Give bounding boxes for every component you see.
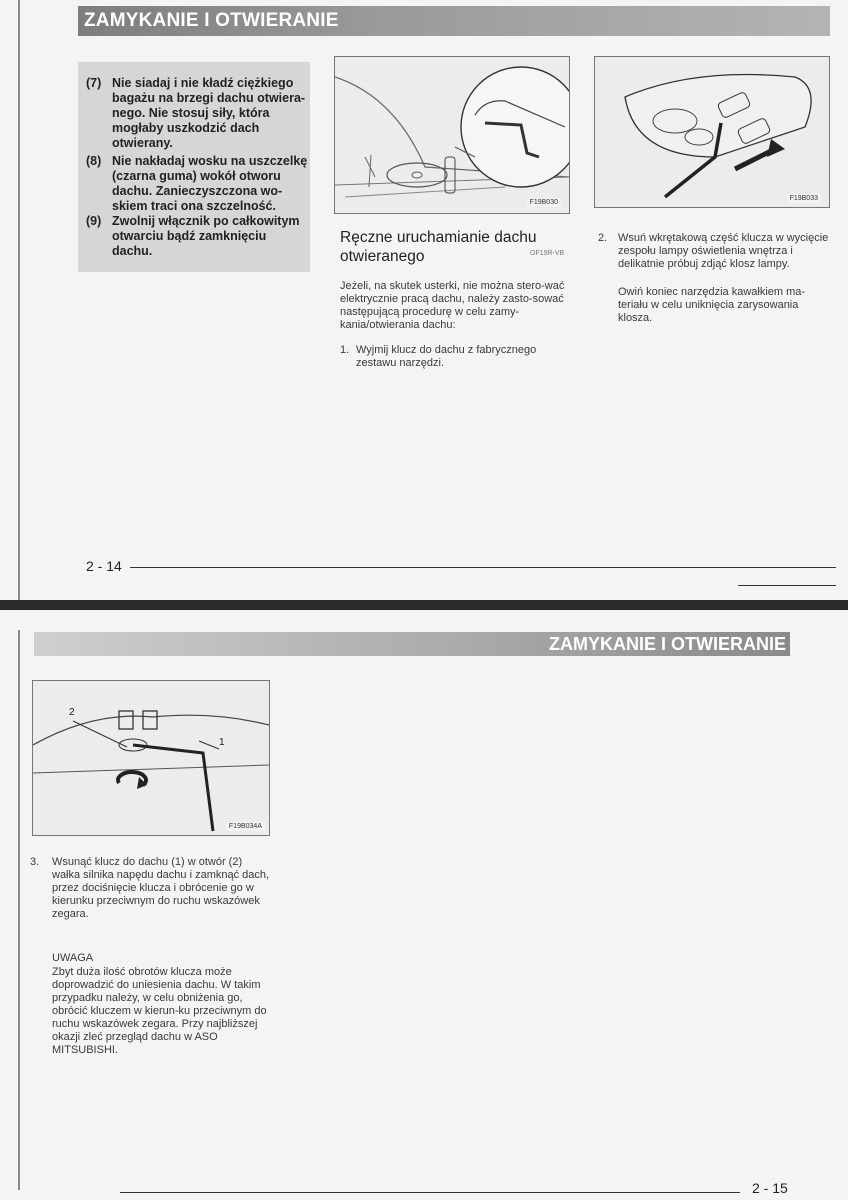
tool-kit-illustration <box>335 57 569 213</box>
page-divider <box>0 600 848 610</box>
section-title: Ręczne uruchamianie dachu otwieranego <box>340 229 537 265</box>
page-number: 2 - 14 <box>86 558 122 574</box>
note-text: Zbyt duża ilość obrotów klucza może doprowadzić do uniesienia dachu. W takim przypadku należy, w celu obniżenia go, obrócić kluczem w kierun-ku przeciwnym do ruchu wskazówek zegara. Przy najbliższej okazji zleć przegląd dachu w ASO MITSUBISHI. <box>52 966 267 1056</box>
footer-rule <box>130 567 836 568</box>
step-number: 3. <box>30 856 40 868</box>
figure-code: F19B034A <box>226 822 265 831</box>
banner-title: ZAMYKANIE I OTWIERANIE <box>84 10 339 31</box>
section-banner <box>34 632 790 656</box>
page-number: 2 - 15 <box>752 1180 788 1196</box>
banner-title: ZAMYKANIE I OTWIERANIE <box>549 634 786 654</box>
figure-lamp-cover <box>594 56 830 208</box>
footer-rule <box>120 1192 740 1193</box>
footer-rule-short <box>738 585 836 586</box>
step-3-text: Wsunąć klucz do dachu (1) w otwór (2) wałka silnika napędu dachu i zamknąć dach, przez dociśnięcie klucza i obrócenie go w kierunku przeciwnym do ruchu wskazówek zegara. <box>52 856 270 920</box>
warning-number: (9) <box>86 214 102 228</box>
callout-label: 2 <box>69 707 75 718</box>
margin-rule <box>18 630 20 1190</box>
step-number: 1. <box>340 344 350 356</box>
note-title: UWAGA <box>52 952 94 964</box>
step-1-text: Wyjmij klucz do dachu z fabrycznego zestawu narzędzi. <box>356 344 537 369</box>
warning-text: Zwolnij włącznik po całkowitym otwarciu bądź zamknięciu dachu. <box>112 214 300 258</box>
step-2-text: Wsuń wkrętakową część klucza w wycięcie zespołu lampy oświetlenia wnętrza i delikatnie próbuj zdjąć klosz lampy. <box>618 232 829 270</box>
step-2-note: Owiń koniec narzędzia kawałkiem ma-teriału w celu uniknięcia zarysowania klosza. <box>618 286 806 324</box>
figure-code: F19B033 <box>787 194 821 203</box>
figure-motor-key <box>32 680 270 836</box>
page-2-15 <box>0 600 848 1200</box>
figure-tool-kit <box>334 56 570 214</box>
warning-box <box>78 62 310 272</box>
warning-number: (8) <box>86 154 102 168</box>
warning-text: Nie nakładaj wosku na uszczelkę (czarna guma) wokół otworu dachu. Zanieczyszczona wo-skiem traci ona szczelność. <box>112 154 308 213</box>
motor-key-illustration <box>33 681 269 835</box>
warning-number: (7) <box>86 76 102 90</box>
step-number: 2. <box>598 232 608 244</box>
intro-paragraph: Jeżeli, na skutek usterki, nie można stero-wać elektrycznie pracą dachu, należy zasto-sować następującą procedurę w celu zamy-kania/otwierania dachu: <box>340 280 565 331</box>
section-code: OF19R-VB <box>530 250 565 257</box>
section-banner <box>78 6 830 36</box>
warning-text: Nie siadaj i nie kładź ciężkiego bagażu na brzegi dachu otwiera-nego. Nie stosuj siły, która mogłaby uszkodzić dach otwierany. <box>112 76 306 150</box>
margin-rule <box>18 0 20 600</box>
lamp-cover-illustration <box>595 57 829 207</box>
callout-label: 1 <box>219 737 225 748</box>
figure-code: F19B030 <box>527 198 561 207</box>
